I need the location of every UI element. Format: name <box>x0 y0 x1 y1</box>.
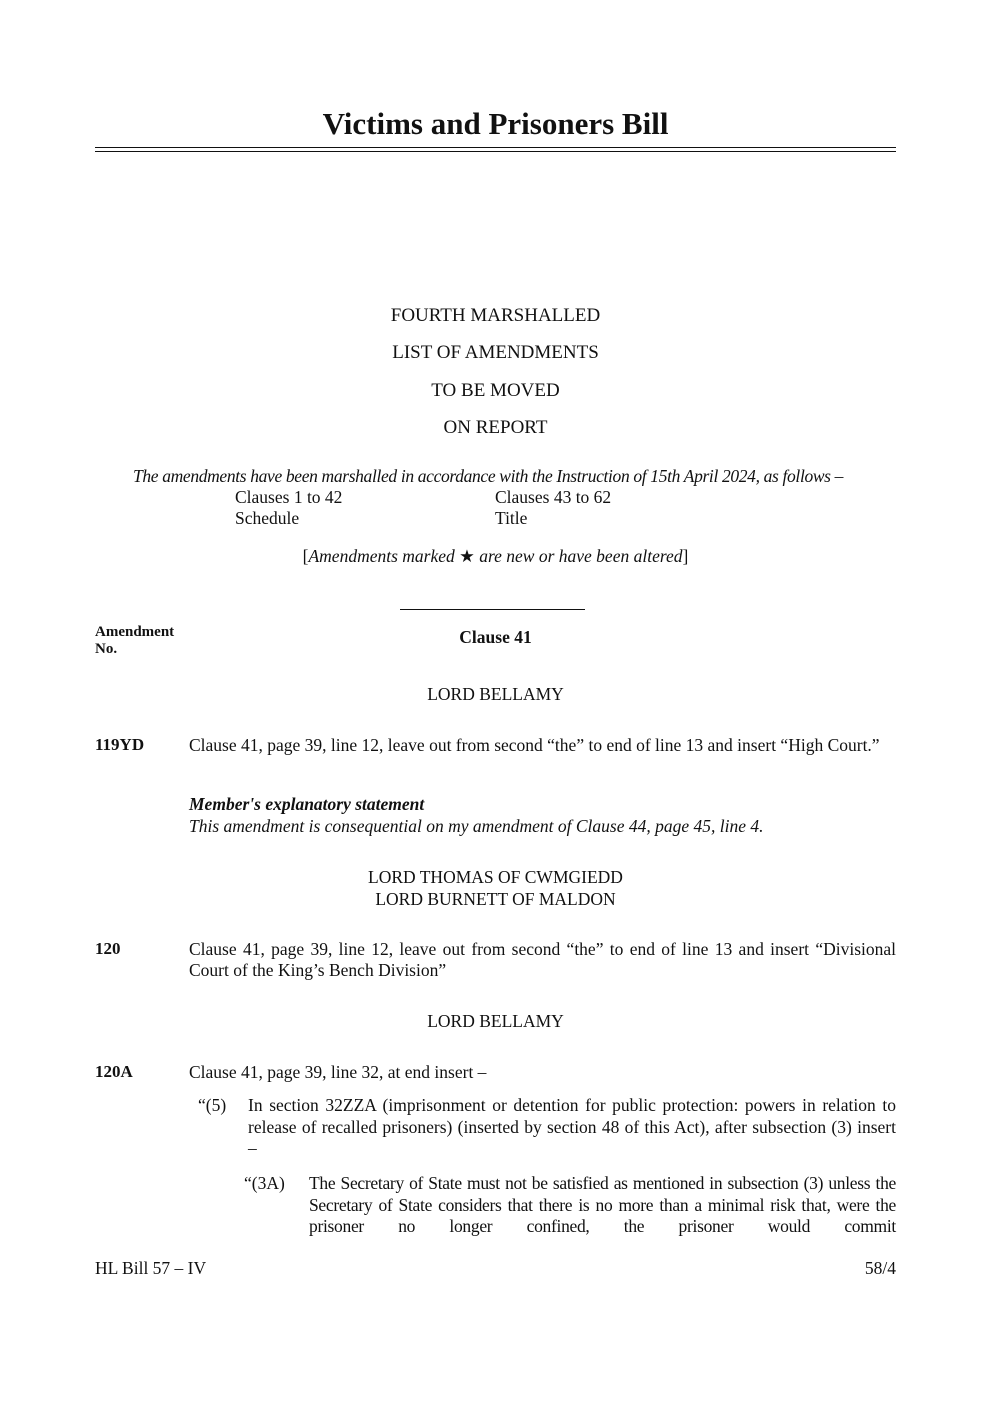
heading-line: FOURTH MARSHALLED <box>390 305 601 326</box>
section-rule <box>400 609 585 610</box>
sponsor: LORD BURNETT OF MALDON <box>375 889 616 909</box>
heading-line: LIST OF AMENDMENTS <box>392 342 599 363</box>
footer-page-ref: 58/4 <box>864 1258 896 1278</box>
footer-bill-ref: HL Bill 57 – IV <box>95 1258 207 1278</box>
sponsor: LORD THOMAS OF CWMGIEDD <box>368 867 623 887</box>
subsection-label: “(5) <box>198 1095 227 1115</box>
label-line: Amendment <box>95 624 175 640</box>
label-line: No. <box>95 641 118 657</box>
explanatory-statement-title: Member's explanatory statement <box>189 794 425 814</box>
heading-line: TO BE MOVED <box>431 380 560 401</box>
sponsor: LORD BELLAMY <box>427 1011 564 1031</box>
subsection-label: “(3A) <box>244 1173 285 1193</box>
marshalling-item: Schedule <box>235 508 300 528</box>
amendment-text: Clause 41, page 39, line 12, leave out from second “the” to end of line 13 and insert “High Court.” <box>189 735 880 755</box>
amendment-number: 120A <box>95 1062 133 1081</box>
title-rule-top <box>95 147 896 148</box>
heading-line: ON REPORT <box>443 417 548 438</box>
bracket: ] <box>682 546 689 566</box>
amendment-text: Clause 41, page 39, line 32, at end insert – <box>189 1062 487 1082</box>
marshalling-item: Title <box>495 508 528 528</box>
marshalling-item: Clauses 43 to 62 <box>495 487 612 507</box>
sponsor: LORD BELLAMY <box>427 684 564 704</box>
amendment-text: Clause 41, page 39, line 12, leave out from second “the” to end of line 13 and insert “Divisional Court of the King’s Bench Division” <box>189 939 896 980</box>
amendment-number: 119YD <box>95 735 145 754</box>
document-title: Victims and Prisoners Bill <box>322 106 669 141</box>
title-rule-bottom <box>95 151 896 152</box>
star-note <box>0 546 991 567</box>
amendment-number: 120 <box>95 939 121 958</box>
subsection-text: The Secretary of State must not be satisfied as mentioned in subsection (3) unless the Secretary of State considers that there is no more than a minimal risk that, were the prisoner no longer confined, the prisoner would commit <box>309 1173 896 1236</box>
marshalling-item: Clauses 1 to 42 <box>235 487 343 507</box>
clause-heading: Clause 41 <box>459 627 532 647</box>
star-note-text: Amendments marked <box>308 546 460 566</box>
star-icon: ★ <box>459 546 475 566</box>
marshalling-intro: The amendments have been marshalled in accordance with the Instruction of 15th April 2024, as follows – <box>133 466 844 486</box>
star-note-text: are new or have been altered <box>474 546 683 566</box>
bracket: [ <box>302 546 309 566</box>
subsection-text: In section 32ZZA (imprisonment or detention for public protection: powers in relation to release of recalled prisoners) (inserted by section 48 of this Act), after subsection (3) insert – <box>248 1095 896 1158</box>
explanatory-statement: This amendment is consequential on my amendment of Clause 44, page 45, line 4. <box>189 816 764 836</box>
